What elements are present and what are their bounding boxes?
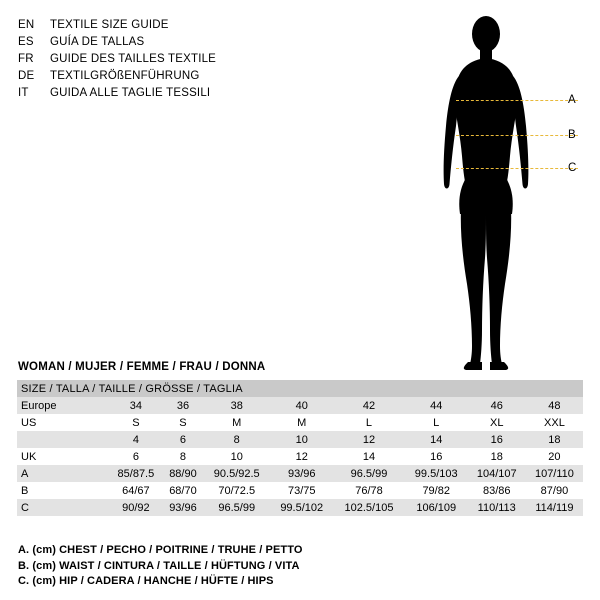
row-label: UK <box>17 448 109 465</box>
table-cell: XXL <box>526 414 583 431</box>
table-cell: 8 <box>163 448 203 465</box>
table-cell: 18 <box>468 448 526 465</box>
measurement-legend <box>18 543 438 590</box>
table-cell: 10 <box>203 448 270 465</box>
table-cell: 85/87.5 <box>109 465 163 482</box>
language-row <box>18 34 338 51</box>
row-label: A <box>17 465 109 482</box>
table-cell: 99.5/102 <box>270 499 333 516</box>
row-label: US <box>17 414 109 431</box>
table-row <box>17 482 583 499</box>
table-row <box>17 448 583 465</box>
female-body-figure <box>430 8 590 373</box>
language-code: DE <box>18 70 35 82</box>
chest-measure-line <box>456 100 578 101</box>
table-cell: 4 <box>109 431 163 448</box>
waist-measure-line <box>456 135 578 136</box>
table-cell: 114/119 <box>526 499 583 516</box>
table-cell: M <box>203 414 270 431</box>
table-cell: 6 <box>109 448 163 465</box>
table-cell: S <box>109 414 163 431</box>
table-row <box>17 414 583 431</box>
table-cell: 36 <box>163 397 203 414</box>
table-cell: 76/78 <box>333 482 405 499</box>
legend-row-hip: C. (cm) HIP / CADERA / HANCHE / HÜFTE / HIPS <box>18 575 274 587</box>
language-title: TEXTILE SIZE GUIDE <box>50 19 169 31</box>
table-row <box>17 465 583 482</box>
waist-measure-label: B <box>568 129 576 141</box>
table-header-row <box>17 380 583 397</box>
language-code: IT <box>18 87 29 99</box>
table-cell: 48 <box>526 397 583 414</box>
female-silhouette-icon <box>430 8 590 373</box>
table-cell: 14 <box>333 448 405 465</box>
hip-measure-line <box>456 168 578 169</box>
table-cell: 87/90 <box>526 482 583 499</box>
legend-row-chest: A. (cm) CHEST / PECHO / POITRINE / TRUHE / PETTO <box>18 544 303 556</box>
table-cell: 42 <box>333 397 405 414</box>
table-cell: 106/109 <box>405 499 468 516</box>
table-cell: 104/107 <box>468 465 526 482</box>
table-cell: 93/96 <box>163 499 203 516</box>
table-cell: 6 <box>163 431 203 448</box>
table-cell: 16 <box>405 448 468 465</box>
table-cell: 64/67 <box>109 482 163 499</box>
table-row <box>17 499 583 516</box>
table-cell: 10 <box>270 431 333 448</box>
hip-measure-label: C <box>568 162 577 174</box>
language-code: FR <box>18 53 34 65</box>
language-row <box>18 17 338 34</box>
table-cell: 46 <box>468 397 526 414</box>
table-cell: 110/113 <box>468 499 526 516</box>
row-label <box>17 431 109 448</box>
legend-row-waist: B. (cm) WAIST / CINTURA / TAILLE / HÜFTUNG / VITA <box>18 559 300 572</box>
table-cell: 12 <box>333 431 405 448</box>
language-title: TEXTILGRÖßENFÜHRUNG <box>50 70 200 82</box>
chest-measure-label: A <box>568 94 576 106</box>
table-cell: L <box>333 414 405 431</box>
row-label: B <box>17 482 109 499</box>
section-heading-woman: WOMAN / MUJER / FEMME / FRAU / DONNA <box>18 361 266 373</box>
table-cell: 88/90 <box>163 465 203 482</box>
table-cell: 73/75 <box>270 482 333 499</box>
table-row <box>17 431 583 448</box>
language-row <box>18 68 338 85</box>
size-table-wrapper <box>17 380 583 516</box>
row-label: Europe <box>17 397 109 414</box>
table-cell: 68/70 <box>163 482 203 499</box>
table-cell: 16 <box>468 431 526 448</box>
table-cell: 102.5/105 <box>333 499 405 516</box>
table-cell: 38 <box>203 397 270 414</box>
table-cell: 83/86 <box>468 482 526 499</box>
table-cell: S <box>163 414 203 431</box>
table-cell: M <box>270 414 333 431</box>
table-cell: XL <box>468 414 526 431</box>
table-cell: 107/110 <box>526 465 583 482</box>
table-cell: 70/72.5 <box>203 482 270 499</box>
table-cell: 40 <box>270 397 333 414</box>
table-cell: 8 <box>203 431 270 448</box>
language-list <box>18 17 338 102</box>
table-cell: 96.5/99 <box>203 499 270 516</box>
language-title: GUIDE DES TAILLES TEXTILE <box>50 53 217 65</box>
language-code: ES <box>18 36 34 48</box>
table-cell: 20 <box>526 448 583 465</box>
table-cell: 14 <box>405 431 468 448</box>
table-cell: L <box>405 414 468 431</box>
table-cell: 34 <box>109 397 163 414</box>
table-row <box>17 397 583 414</box>
table-cell: 96.5/99 <box>333 465 405 482</box>
table-header-label: SIZE / TALLA / TAILLE / GRÖSSE / TAGLIA <box>17 380 583 397</box>
row-label: C <box>17 499 109 516</box>
table-cell: 12 <box>270 448 333 465</box>
table-cell: 90.5/92.5 <box>203 465 270 482</box>
table-cell: 18 <box>526 431 583 448</box>
table-cell: 90/92 <box>109 499 163 516</box>
language-title: GUIDA ALLE TAGLIE TESSILI <box>50 87 211 99</box>
table-cell: 93/96 <box>270 465 333 482</box>
language-code: EN <box>18 19 35 31</box>
table-cell: 44 <box>405 397 468 414</box>
language-row <box>18 51 338 68</box>
size-table <box>17 380 583 516</box>
table-cell: 99.5/103 <box>405 465 468 482</box>
language-title: GUÍA DE TALLAS <box>50 36 145 48</box>
table-cell: 79/82 <box>405 482 468 499</box>
language-row <box>18 85 338 102</box>
